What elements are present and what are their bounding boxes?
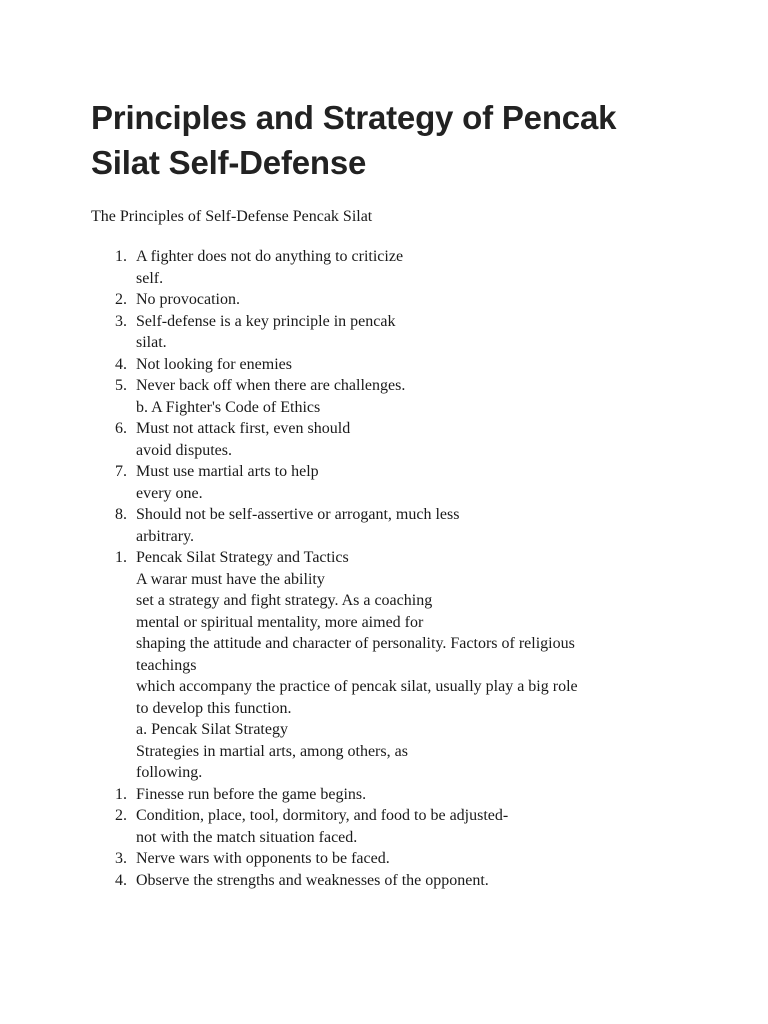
- list-item-text: teachings: [136, 656, 197, 674]
- list-item-number: 5.: [115, 377, 127, 394]
- list-item: [91, 375, 731, 418]
- list-item-number: 3.: [115, 850, 127, 867]
- list-item-text: arbitrary.: [136, 527, 195, 545]
- list-item-text: A warar must have the ability: [136, 570, 325, 588]
- list-item-text: A fighter does not do anything to criticize: [136, 248, 404, 265]
- list-item-number: 7.: [115, 463, 127, 480]
- list-item-text: Must use martial arts to help: [136, 463, 319, 480]
- list-item-number: 4.: [115, 355, 127, 373]
- list-item-text: avoid disputes.: [136, 441, 232, 459]
- list-item-text: self.: [136, 269, 164, 287]
- principles-list: [91, 246, 731, 891]
- list-item-text: silat.: [136, 334, 167, 351]
- list-item: [91, 805, 731, 848]
- list-item-number: 1.: [115, 248, 127, 265]
- list-item-number: 2.: [115, 807, 127, 824]
- list-item-text: shaping the attitude and character of personality. Factors of religious: [136, 635, 575, 652]
- title-line-1: Principles and Strategy of Pencak: [91, 99, 617, 136]
- list-item: [91, 289, 731, 311]
- list-item-number: 1.: [115, 785, 127, 803]
- list-item: [91, 504, 731, 547]
- list-item-text: mental or spiritual mentality, more aimed for: [136, 613, 424, 631]
- list-item-text: No provocation.: [136, 291, 240, 308]
- list-item-text: Pencak Silat Strategy and Tactics: [136, 549, 349, 566]
- list-item: [91, 848, 731, 870]
- list-item-text: set a strategy and fight strategy. As a coaching: [136, 592, 433, 609]
- list-item: [91, 246, 731, 289]
- list-item-text: Observe the strengths and weaknesses of the opponent.: [136, 871, 489, 889]
- list-item: [91, 870, 731, 892]
- list-item-number: 2.: [115, 291, 127, 308]
- list-item-text: every one.: [136, 484, 203, 502]
- list-item-text: not with the match situation faced.: [136, 828, 358, 846]
- list-item-text: Never back off when there are challenges.: [136, 377, 406, 394]
- list-item: [91, 418, 731, 461]
- list-item: [91, 784, 731, 806]
- list-item-text: a. Pencak Silat Strategy: [136, 721, 288, 738]
- list-item-number: 8.: [115, 506, 127, 523]
- list-item-number: 4.: [115, 871, 127, 889]
- list-item: [91, 461, 731, 504]
- list-item-text: which accompany the practice of pencak silat, usually play a big role: [136, 678, 578, 695]
- list-item-text: Not looking for enemies: [136, 355, 292, 373]
- list-item-text: Self-defense is a key principle in pencak: [136, 312, 396, 330]
- list-item-text: Should not be self-assertive or arrogant, much less: [136, 506, 460, 523]
- document-title: [91, 95, 731, 185]
- list-item-number: 3.: [115, 312, 127, 330]
- list-item: [91, 354, 731, 376]
- document-page: [91, 95, 731, 891]
- list-item-text: Nerve wars with opponents to be faced.: [136, 850, 390, 867]
- list-item-text: Finesse run before the game begins.: [136, 785, 367, 803]
- list-item-text: b. A Fighter's Code of Ethics: [136, 398, 321, 416]
- list-item: [91, 311, 731, 354]
- list-item: [91, 547, 731, 784]
- list-item-text: to develop this function.: [136, 699, 292, 717]
- list-item-number: 6.: [115, 420, 127, 437]
- list-item-text: following.: [136, 764, 203, 781]
- title-line-2: Silat Self-Defense: [91, 144, 367, 181]
- section-subtitle: The Principles of Self-Defense Pencak Silat: [91, 208, 373, 225]
- list-item-text: Must not attack first, even should: [136, 420, 351, 437]
- list-item-number: 1.: [115, 549, 127, 566]
- list-item-text: Strategies in martial arts, among others, as: [136, 742, 408, 760]
- list-item-text: Condition, place, tool, dormitory, and food to be adjusted-: [136, 807, 509, 824]
